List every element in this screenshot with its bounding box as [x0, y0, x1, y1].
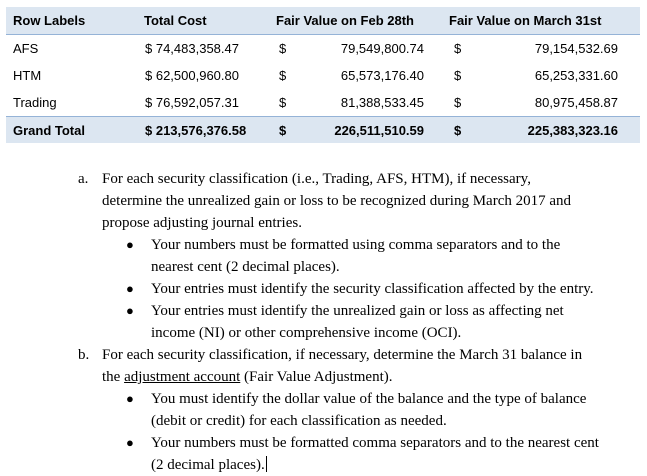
bullet-line: Your numbers must be formatted comma separators and to the nearest cent	[151, 435, 599, 451]
bullet-marker: ●	[126, 435, 134, 450]
list-marker: b.	[78, 347, 90, 363]
paragraph-line: propose adjusting journal entries.	[102, 215, 302, 231]
total-cost-cell[interactable]: $ 74,483,358.47	[145, 41, 239, 56]
fair-value-feb-cell[interactable]: 65,573,176.40	[340, 68, 424, 83]
currency-sign: $	[279, 68, 287, 83]
bullet-marker: ●	[126, 237, 134, 252]
adjustment-account-link[interactable]: adjustment account	[124, 369, 241, 385]
paragraph-line: determine the unrealized gain or loss to be recognized during March 2017 and	[102, 193, 572, 209]
row-label[interactable]: Trading	[13, 95, 57, 110]
currency-sign: $	[279, 95, 287, 110]
bullet-marker: ●	[126, 281, 134, 296]
table-row	[6, 35, 640, 61]
header-fair-value-mar[interactable]: Fair Value on March 31st	[449, 13, 602, 28]
pivot-table	[6, 7, 640, 142]
currency-sign: $	[279, 123, 287, 138]
bullet-line: Your numbers must be formatted using comma separators and to the	[151, 237, 561, 253]
total-cost-cell[interactable]: $ 76,592,057.31	[145, 95, 239, 110]
currency-sign: $	[279, 41, 287, 56]
grand-total-row	[6, 116, 640, 143]
currency-sign: $	[454, 68, 462, 83]
grand-total-fv-mar[interactable]: 225,383,323.16	[527, 123, 618, 138]
total-cost-cell[interactable]: $ 62,500,960.80	[145, 68, 239, 83]
text-cursor	[266, 456, 267, 472]
bullet-line: You must identify the dollar value of the balance and the type of balance	[151, 391, 587, 407]
bullet-line: nearest cent (2 decimal places).	[151, 259, 340, 275]
header-row-labels[interactable]: Row Labels	[13, 13, 86, 28]
bullet-line: (2 decimal places).	[151, 457, 265, 473]
table-row	[6, 89, 640, 115]
bullet-line: Your entries must identify the security classification affected by the entry.	[151, 281, 594, 297]
currency-sign: $	[454, 41, 462, 56]
table-row	[6, 62, 640, 88]
paragraph-line: For each security classification, if necessary, determine the March 31 balance in	[102, 347, 583, 363]
fair-value-feb-cell[interactable]: 79,549,800.74	[340, 41, 424, 56]
currency-sign: $	[454, 123, 462, 138]
row-label[interactable]: HTM	[13, 68, 42, 83]
currency-sign: $	[454, 95, 462, 110]
grand-total-fv-feb[interactable]: 226,511,510.59	[334, 123, 424, 138]
paragraph-line	[102, 366, 642, 388]
bullet-marker: ●	[126, 303, 134, 318]
fair-value-mar-cell[interactable]: 80,975,458.87	[534, 95, 618, 110]
fair-value-feb-cell[interactable]: 81,388,533.45	[340, 95, 424, 110]
text-segment: the	[102, 369, 125, 385]
bullet-line-with-caret	[151, 454, 641, 476]
bullet-line: Your entries must identify the unrealized gain or loss as affecting net	[151, 303, 564, 319]
bullet-line: income (NI) or other comprehensive income (OCI).	[151, 325, 462, 341]
pivot-header-row	[6, 7, 640, 35]
bullet-line: (debit or credit) for each classification as needed.	[151, 413, 447, 429]
grand-total-cost[interactable]: $ 213,576,376.58	[145, 123, 247, 138]
fair-value-mar-cell[interactable]: 65,253,331.60	[534, 68, 618, 83]
row-label[interactable]: AFS	[13, 41, 39, 56]
header-total-cost[interactable]: Total Cost	[144, 13, 207, 28]
fair-value-mar-cell[interactable]: 79,154,532.69	[534, 41, 618, 56]
header-fair-value-feb[interactable]: Fair Value on Feb 28th	[276, 13, 414, 28]
bullet-marker: ●	[126, 391, 134, 406]
grand-total-label[interactable]: Grand Total	[13, 123, 85, 138]
text-segment: (Fair Value Adjustment).	[240, 369, 393, 385]
list-marker: a.	[78, 171, 89, 187]
paragraph-line: For each security classification (i.e., Trading, AFS, HTM), if necessary,	[102, 171, 531, 187]
